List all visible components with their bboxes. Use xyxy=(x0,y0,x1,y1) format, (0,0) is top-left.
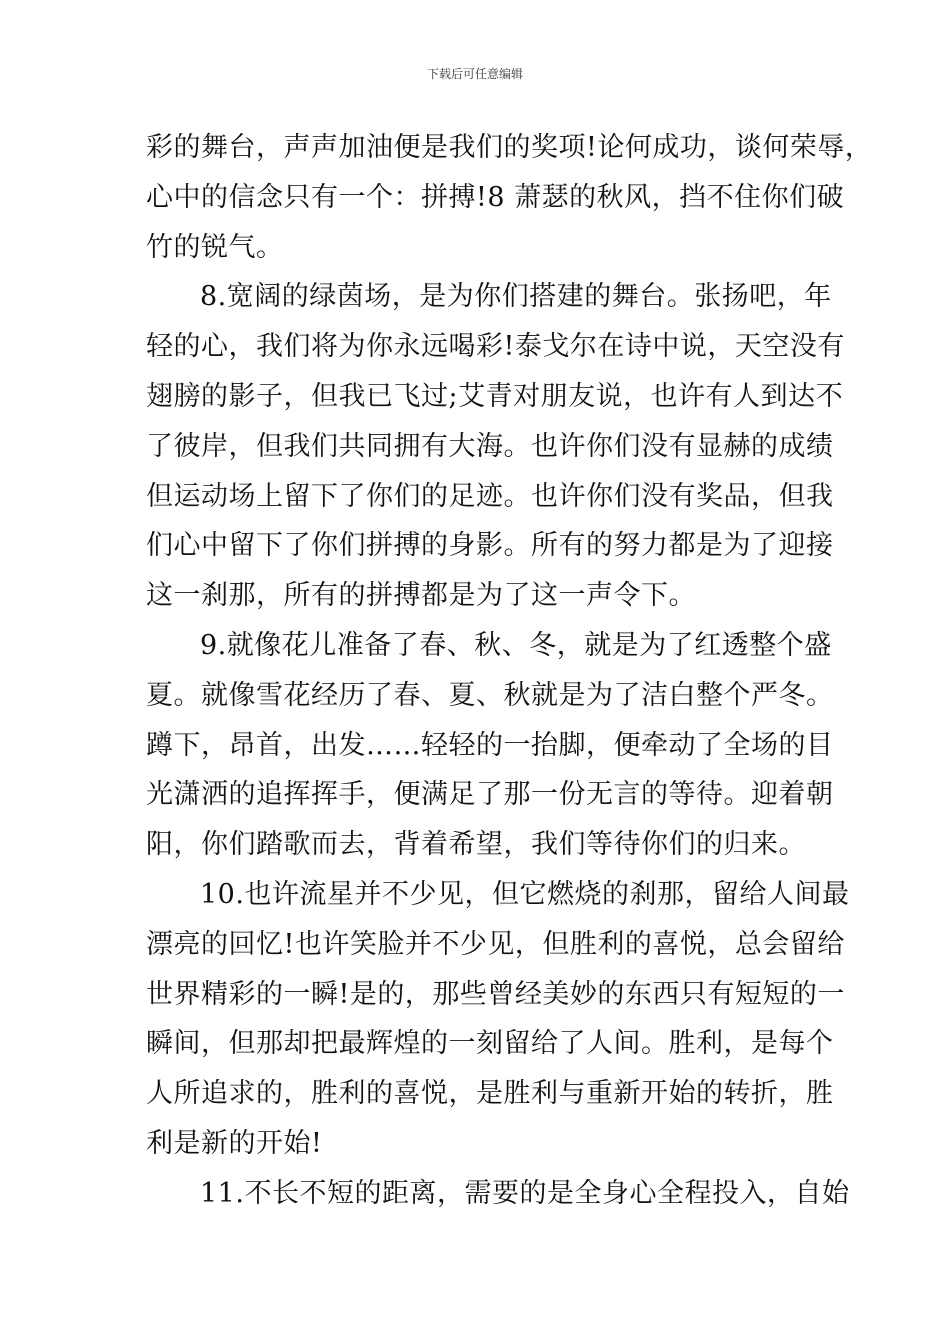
text-line: 这一刹那，所有的拼搏都是为了这一声令下。 xyxy=(146,580,696,612)
text-line: 轻的心，我们将为你永远喝彩!泰戈尔在诗中说，天空没有 xyxy=(146,331,845,363)
text-line: 瞬间，但那却把最辉煌的一刻留给了人间。胜利，是每个 xyxy=(146,1028,834,1060)
text-line: 心中的信念只有一个：拼搏!8 萧瑟的秋风，挡不住你们破 xyxy=(146,181,845,213)
text-line: 翅膀的影子，但我已飞过;艾青对朋友说，也许有人到达不 xyxy=(146,380,844,412)
text-line: 利是新的开始! xyxy=(146,1127,323,1159)
page-header: 下载后可任意编辑 xyxy=(426,67,523,81)
text-line: 阳，你们踏歌而去，背着希望，我们等待你们的归来。 xyxy=(146,829,806,861)
text-line: 蹲下，昂首，出发……轻轻的一抬脚，便牵动了全场的目 xyxy=(146,729,834,761)
text-line: 光潇洒的追挥挥手，便满足了那一份无言的等待。迎着朝 xyxy=(146,779,834,811)
text-line: 了彼岸，但我们共同拥有大海。也许你们没有显赫的成绩 xyxy=(146,430,834,462)
text-line: 夏。就像雪花经历了春、夏、秋就是为了洁白整个严冬。 xyxy=(146,679,834,711)
text-line: 世界精彩的一瞬!是的，那些曾经美妙的东西只有短短的一 xyxy=(146,978,845,1010)
text-line: 竹的锐气。 xyxy=(146,231,284,263)
paragraph-first-line: 8.宽阔的绿茵场，是为你们搭建的舞台。张扬吧，年 xyxy=(200,281,832,313)
text-line: 人所追求的，胜利的喜悦，是胜利与重新开始的转折，胜 xyxy=(146,1078,834,1110)
text-line: 彩的舞台，声声加油便是我们的奖项!论何成功，谈何荣辱， xyxy=(146,132,873,163)
text-line: 但运动场上留下了你们的足迹。也许你们没有奖品，但我 xyxy=(146,480,834,512)
document-body xyxy=(146,123,873,1219)
paragraph-first-line: 9.就像花儿准备了春、秋、冬，就是为了红透整个盛 xyxy=(200,629,832,661)
paragraph-first-line: 10.也许流星并不少见，但它燃烧的刹那，留给人间最 xyxy=(200,878,850,910)
paragraph-first-line: 11.不长不短的距离，需要的是全身心全程投入，自始 xyxy=(200,1177,850,1209)
text-line: 漂亮的回忆!也许笑脸并不少见，但胜利的喜悦，总会留给 xyxy=(146,928,845,960)
text-line: 们心中留下了你们拼搏的身影。所有的努力都是为了迎接 xyxy=(146,530,834,562)
